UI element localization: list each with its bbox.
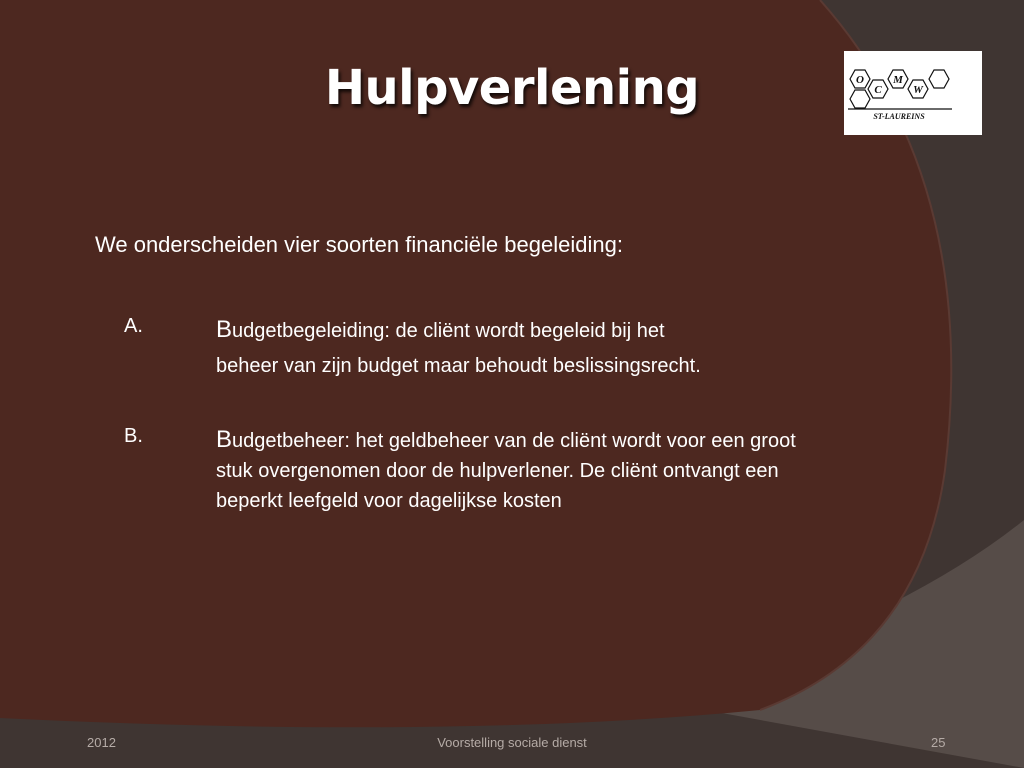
list-item-b-line3: beperkt leefgeld voor dagelijkse kosten	[216, 490, 562, 512]
list-item-b-line1	[216, 425, 966, 456]
list-item-b-text	[216, 425, 966, 516]
logo-letter-m: M	[893, 74, 903, 86]
list-item-a-line1-rest: udgetbegeleiding: de cliënt wordt begeleid bij het	[232, 320, 665, 342]
list-marker-b: B.	[124, 425, 143, 447]
footer-title: Voorstelling sociale dienst	[437, 735, 587, 750]
intro-text: We onderscheiden vier soorten financiële begeleiding:	[95, 232, 623, 257]
list-item-b-initial: B	[216, 426, 233, 453]
logo-letter-w: W	[913, 84, 923, 96]
logo-letter-o: O	[856, 74, 864, 86]
list-item-b-line2: stuk overgenomen door de hulpverlener. De cliënt ontvangt een	[216, 460, 779, 482]
list-item-a-line2: beheer van zijn budget maar behoudt beslissingsrecht.	[216, 355, 701, 377]
ocmw-logo	[844, 51, 982, 135]
logo-letter-c: C	[874, 84, 882, 96]
list-item-a-line1	[216, 315, 966, 346]
list-item-b-line1-rest: udgetbeheer: het geldbeheer van de cliënt wordt voor een groot	[232, 430, 796, 452]
footer-page-number: 25	[931, 735, 946, 750]
logo-caption: ST-LAUREINS	[873, 112, 925, 121]
list-item-a-text	[216, 315, 966, 381]
slide-title: Hulpverlening	[324, 60, 700, 116]
list-item-a-initial: B	[216, 316, 233, 343]
footer-year: 2012	[87, 735, 116, 750]
list-marker-a: A.	[124, 315, 143, 337]
